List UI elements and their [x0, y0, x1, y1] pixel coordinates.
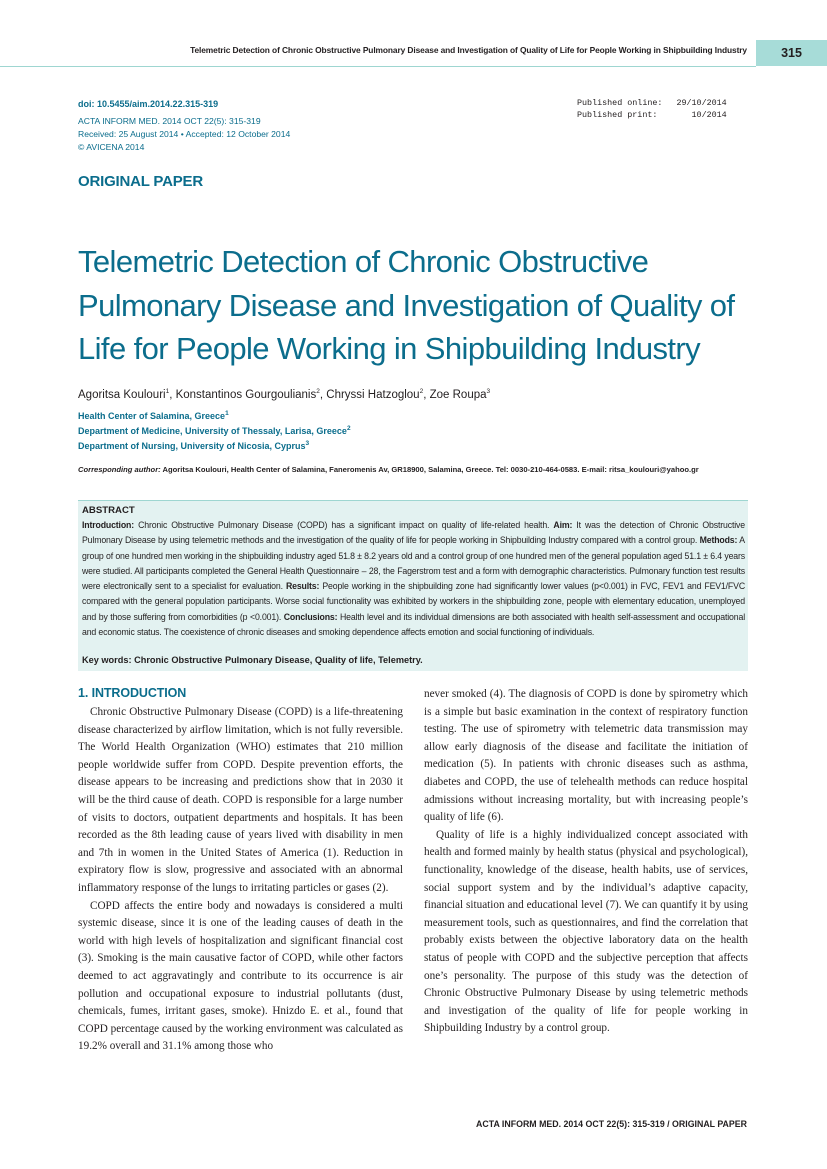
section-heading-introduction: 1. INTRODUCTION [78, 686, 187, 700]
abstract-results-label: Results: [285, 581, 320, 592]
affiliation [78, 425, 351, 436]
abstract-results: People working in the shipbuilding zone had significantly lower values (p<0.001) in FVC, FEV1 and FEV1/FVC compared with the general population participants. Worse social functionality was exhibited by workers in the shipbuilding zone, people with elementary education, unemployed and by those suffering from comorbidities (p <0.001). [82, 581, 745, 622]
journal-citation: ACTA INFORM MED. 2014 OCT 22(5): 315-319 [78, 116, 261, 126]
affiliation-mark: 2 [346, 425, 351, 432]
article-type-label: ORIGINAL PAPER [78, 173, 203, 190]
abstract-conclusions-label: Conclusions: [283, 611, 338, 622]
author-name: Chryssi Hatzoglou [326, 388, 420, 401]
affiliation-text: Department of Nursing, University of Nicosia, Cyprus [78, 441, 306, 451]
published-print-value: 10/2014 [691, 110, 727, 120]
abstract-body [82, 518, 745, 640]
author-name: Agoritsa Koulouri [78, 388, 166, 401]
corresponding-author-label: Corresponding author: [78, 465, 161, 474]
paragraph: never smoked (4). The diagnosis of COPD is done by spirometry which is a simple but basic examination in the context of respiratory function testing. The use of spirometry with telemetric data transmission may allow early diagnosis of the disease and facilitate the initiation of medication (5). In patients with chronic diseases such as asthma, diabetes and COPD, the use of telehealth methods can reduce hospital admissions without increasing mortality, but with increasing people’s quality of life (6). [424, 688, 748, 824]
abstract-conclusions: Health level and its individual dimensions are both associated with health self-assessment and occupational and economic status. The coexistence of chronic diseases and smoking dependence affects emotion and social functioning of individuals. [82, 611, 745, 638]
abstract-intro-label: Introduction: [82, 520, 134, 530]
affiliation [78, 410, 229, 421]
copyright: © AVICENA 2014 [78, 142, 145, 152]
affiliation-text: Health Center of Salamina, Greece [78, 411, 226, 421]
author-list: Agoritsa Koulouri$^1$, Konstantinos Gourgoulianis$^2$, Chryssi Hatzoglou$^2$, Zoe Roupa$^3$ [78, 388, 491, 401]
paragraph: Chronic Obstructive Pulmonary Disease (COPD) is a life-threatening disease characterized by airflow limitation, which is not fully reversible. The World Health Organization (WHO) estimates that 210 million people worldwide suffer from COPD. Despite prevention efforts, the disease appears to be increasing and predictions show that in 2030 it will be the third cause of death. COPD is responsible for a large number of visits to doctors, outpatient departments and hospitals. It has been recorded as the 8th leading cause of years lived with disability in men and 7th in women in the United States of America (1). Reduction in expiratory flow is slow, progressive and associated with an abnormal inflammatory response of the lungs to irritating particles or gases (2). [78, 706, 403, 894]
author-affiliation-mark: 2 [419, 388, 424, 395]
abstract-aim: It was the detection of Chronic Obstructive Pulmonary Disease by using telemetric methods and the investigation of the quality of life for people working in Shipbuilding Industry compared with a control group. [82, 520, 745, 546]
published-online-label: Published online: [577, 98, 663, 108]
article-title: Telemetric Detection of Chronic Obstructive Pulmonary Disease and Investigation of Quality of Life for People Working in Shipbuilding Industry [78, 244, 735, 366]
doi-link[interactable]: doi: 10.5455/aim.2014.22.315-319 [78, 99, 219, 109]
author-name: Zoe Roupa [429, 388, 487, 401]
affiliation-mark: 1 [225, 410, 229, 417]
affiliation [78, 440, 309, 451]
body-column-right [424, 686, 748, 1038]
header-divider [0, 66, 756, 67]
author-name: Konstantinos Gourgoulianis [175, 388, 317, 401]
abstract-methods: A group of one hundred men working in the shipbuilding industry aged 51.8 ± 8.2 years old and a control group of one hundred men of the general population aged 51.1 ± 6.4 years were studied. All participants completed the General Health Questionnaire – 28, the Fagerstrom test and a form with demographic characteristics. Pulmonary function test results were electronically sent to a specialist for evaluation. [82, 535, 745, 592]
corresponding-author-details: Agoritsa Koulouri, Health Center of Salamina, Faneromenis Av, GR18900, Salamina, Greece. Tel: 0030-210-464-0583. E-mail: ritsa_koulouri@yahoo.gr [160, 465, 699, 474]
published-print-label: Published print: [577, 110, 658, 120]
author-affiliation-mark: 3 [486, 388, 491, 395]
abstract-heading: ABSTRACT [82, 505, 135, 516]
affiliation-text: Department of Medicine, University of Thessaly, Larisa, Greece [78, 426, 347, 436]
running-header-title: Telemetric Detection of Chronic Obstructive Pulmonary Disease and Investigation of Quality of Life for People Working in Shipbuilding Industry [190, 45, 747, 55]
paragraph: COPD affects the entire body and nowadays is considered a multi systemic disease, since it is one of the leading causes of death in the world with high levels of hospitalization and significant financial cost (3). Smoking is the main causative factor of COPD, while other factors deemed to act aggravatingly and contribute to its occurrence is air pollution and occupational exposure to industrial pollutants (dust, chemicals, fumes, irritant gases, smoke). Hnizdo E. et al., found that COPD percentage caused by the working environment was calculated as 19.2% overall and 31.1% among those who [78, 899, 403, 1053]
abstract-intro: Chronic Obstructive Pulmonary Disease (COPD) has a significant impact on quality of life-related health. [134, 520, 554, 530]
body-column-left [78, 704, 403, 1056]
author-affiliation-mark: 2 [316, 388, 320, 395]
published-online-value: 29/10/2014 [676, 98, 727, 108]
received-accepted-dates: Received: 25 August 2014 • Accepted: 12 October 2014 [78, 129, 291, 139]
abstract-aim-label: Aim: [553, 520, 573, 530]
author-affiliation-mark: 1 [165, 388, 170, 395]
paragraph: Quality of life is a highly individualized concept associated with health and formed mainly by health status (physical and psychological), functionality, knowledge of the disease, health habits, use of services, social support system and by the individual’s adaptive capacity, financial situation and educational level (7). We can quantify it by using measurement tools, such as questionnaires, and find the correlation that probably exists between the objective laboratory data on the health status of people with COPD and the subjective perception that affects one’s personality. The purpose of this study was the detection of Chronic Obstructive Pulmonary Disease by using telemetric methods and investigation of the quality of life for people working in Shipbuilding Industry by a control group. [424, 828, 748, 1035]
page-number: 315 [756, 40, 827, 66]
keywords: Key words: Chronic Obstructive Pulmonary Disease, Quality of life, Telemetry. [82, 655, 423, 665]
footer-citation: ACTA INFORM MED. 2014 OCT 22(5): 315-319 / ORIGINAL PAPER [476, 1119, 747, 1129]
affiliation-mark: 3 [305, 440, 310, 447]
corresponding-author [78, 465, 699, 474]
abstract-methods-label: Methods: [699, 535, 738, 546]
publication-dates [577, 97, 727, 121]
